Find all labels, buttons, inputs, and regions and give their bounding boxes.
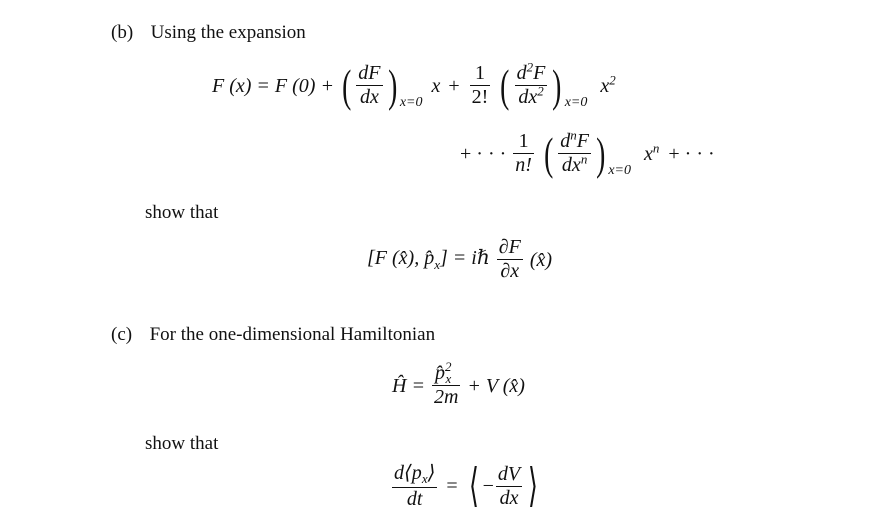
x2-term: x <box>600 74 610 97</box>
dF-dx-fraction: $\frac{dF}{dx}$ <box>358 62 381 108</box>
hamiltonian-lhs: Ĥ = <box>392 374 425 397</box>
part-c-show-that: show that <box>145 433 219 454</box>
expansion-line-1: F (x) = F (0) + ( $\frac{dF}{dx}$ ) $_{x=0}$ x + $\frac{1}{2!}$ ( $\frac{d^2F}{dx^2}$ ) $_{x=0}$ $x^2$ <box>212 59 616 111</box>
commutator-equation: [F (x̂), $p̂_x$] = iℏ $\frac{\partial F}{\partial x}$ (x̂) <box>367 236 553 282</box>
part-b-intro: Using the expansion <box>150 22 306 43</box>
eval-at-3: x=0 <box>608 163 631 179</box>
part-c-heading <box>111 325 435 344</box>
part-b-show-that: show that <box>145 202 219 223</box>
eval-at-1: x=0 <box>399 95 423 111</box>
part-c-intro: For the one-dimensional Hamiltonian <box>149 324 436 345</box>
one-over-2fact: $\frac{1}{2!}$ <box>471 62 489 108</box>
left-paren: ( <box>342 59 352 111</box>
dp-dt-fraction: $\frac{d⟨p_x⟩}{dt}$ <box>394 462 436 510</box>
right-paren: ) <box>387 59 397 111</box>
eval-at-2: x=0 <box>564 95 588 111</box>
commutator-lhs: [F (x̂), p̂ <box>367 247 435 269</box>
expansion-line-2: + · · · $\frac{1}{n!}$ ( $\frac{d^nF}{dx^n}$ ) $_{x=0}$ $x^n$ + · · · <box>460 127 715 179</box>
xn-term: x <box>643 142 653 165</box>
hamiltonian-rhs: + V (x̂) <box>467 374 525 397</box>
equals-sign: = <box>446 475 458 498</box>
expansion-lhs: F (x) = F (0) + <box>212 74 334 97</box>
dnF-dxn-fraction: $\frac{d^nF}{dx^n}$ <box>560 127 589 176</box>
hamiltonian-equation <box>392 359 525 409</box>
one-over-nfact: $\frac{1}{n!}$ <box>515 130 532 176</box>
ehrenfest-equation <box>390 462 542 511</box>
left-angle: ⟨ <box>468 460 479 512</box>
trailing-dots: + · · · <box>668 142 715 165</box>
d2F-dx2-fraction: $\frac{d^2F}{dx^2}$ <box>516 59 546 108</box>
dV-dx-fraction: $\frac{dV}{dx}$ <box>497 462 521 509</box>
minus-sign: − <box>482 475 494 498</box>
part-b-heading <box>111 23 306 42</box>
p-squared-over-2m: $\frac{p̂2_x}{2m}$ <box>433 359 459 408</box>
x-term: x <box>431 74 441 97</box>
plus-sign: + <box>448 74 460 97</box>
continuation-dots: + · · · <box>460 142 507 165</box>
partial-F-fraction: $\frac{\partial F}{\partial x}$ <box>498 236 521 282</box>
commutator-arg: (x̂) <box>529 248 553 271</box>
part-b-label: (b) <box>111 22 134 43</box>
right-angle: ⟩ <box>528 460 539 512</box>
part-c-label: (c) <box>111 324 133 345</box>
